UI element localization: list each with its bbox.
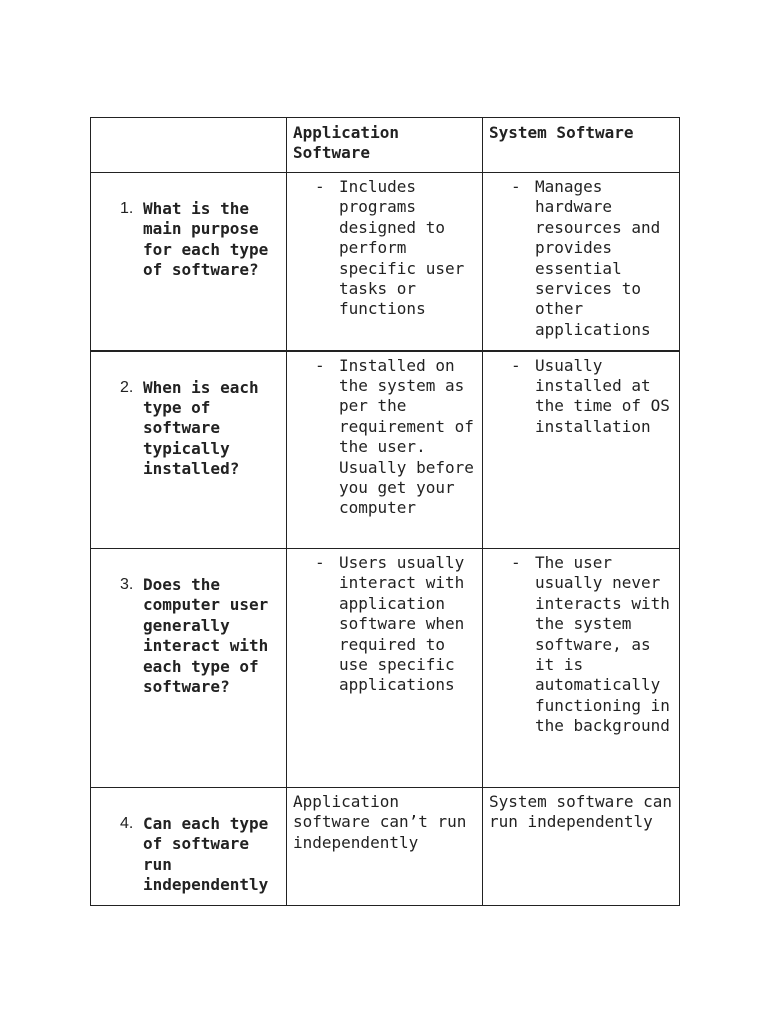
application-software-cell [287, 173, 483, 351]
application-software-cell [287, 788, 483, 906]
dash-bullet: - [315, 553, 325, 572]
system-software-cell [483, 788, 680, 906]
question-number: 1. [120, 200, 134, 217]
header-cell-system-software: System Software [483, 118, 680, 173]
application-software-answer: Installed on the system as per the requirement of the user. Usually before you get your computer [339, 355, 474, 518]
application-software-answer: Application software can’t run independently [293, 792, 467, 852]
question-text: Does the computer user generally interact with each type of software? [143, 575, 269, 697]
header-cell-application-software: Application Software [287, 118, 483, 173]
application-software-cell [287, 549, 483, 788]
system-software-answer: Usually installed at the time of OS installation [535, 355, 670, 436]
application-software-cell [287, 351, 483, 549]
table-row [91, 173, 680, 351]
system-software-answer: Manages hardware resources and provides essential services to other applications [535, 177, 661, 339]
system-software-cell [483, 549, 680, 788]
dash-bullet: - [315, 355, 325, 375]
question-cell [91, 351, 287, 549]
system-software-answer: System software can run independently [489, 792, 673, 832]
system-software-cell [483, 351, 680, 549]
question-cell [91, 788, 287, 906]
question-number: 3. [120, 576, 134, 593]
question-text: When is each type of software typically installed? [143, 377, 259, 479]
question-text: Can each type of software run independently [143, 814, 269, 895]
application-software-answer: Users usually interact with application software when required to use specific applications [339, 553, 465, 695]
application-software-answer: Includes programs designed to perform specific user tasks or functions [339, 177, 465, 319]
header-cell-empty [91, 118, 287, 173]
comparison-table [90, 117, 680, 906]
question-text: What is the main purpose for each type of software? [143, 199, 269, 280]
question-number: 2. [120, 378, 134, 396]
table-row [91, 549, 680, 788]
question-number: 4. [120, 815, 134, 832]
system-software-answer: The user usually never interacts with the system software, as it is automatically functioning in the background [535, 553, 670, 736]
system-software-cell [483, 173, 680, 351]
dash-bullet: - [511, 177, 521, 196]
table-header-row [91, 118, 680, 173]
dash-bullet: - [511, 355, 521, 375]
question-cell [91, 173, 287, 351]
question-cell [91, 549, 287, 788]
table-row [91, 351, 680, 549]
dash-bullet: - [315, 177, 325, 196]
table-row [91, 788, 680, 906]
dash-bullet: - [511, 553, 521, 572]
